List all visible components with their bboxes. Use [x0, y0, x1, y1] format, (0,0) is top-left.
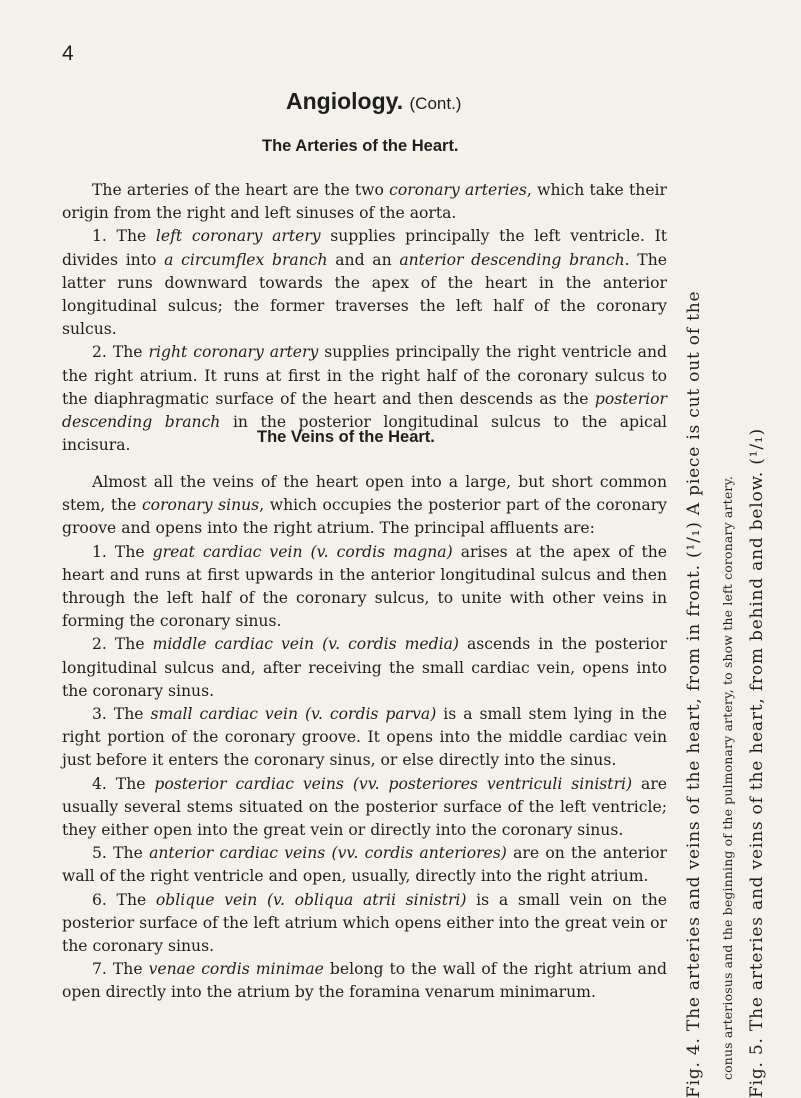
fig4-caption-line1: Fig. 4. The arteries and veins of the heart, from in front. (¹/₁) A piece is cut out of the [684, 290, 704, 1098]
veins-intro: Almost all the veins of the heart open into a large, but short common stem, the coronary sinus, which occupies the posterior part of the coronary groove and opens into the right atrium. The principal affluents are: [62, 473, 667, 538]
arteries-heading: The Arteries of the Heart. [262, 137, 459, 155]
veins-heading: The Veins of the Heart. [257, 428, 435, 446]
fig5-caption: Fig. 5. The arteries and veins of the heart, from behind and below. (¹/₁) [747, 428, 767, 1098]
veins-section [62, 471, 667, 1005]
veins-item-6: 6. The oblique vein (v. obliqua atrii sinistri) is a small vein on the posterior surface of the left atrium which opens either into the great vein or the coronary sinus. [62, 890, 667, 956]
arteries-item-1: 1. The left coronary artery supplies principally the left ventricle. It divides into a circumflex branch and an anterior descending branch. The latter runs downward towards the apex of the heart in the anterior longitudinal sulcus; the former traverses the left half of the coronary sulcus. [62, 227, 668, 339]
veins-item-1: 1. The great cardiac vein (v. cordis magna) arises at the apex of the heart and runs at first upwards in the anterior longitudinal sulcus and then through the left half of the coronary sulcus, to unite with other veins in forming the coronary sinus. [62, 542, 667, 631]
page-title-text: Angiology. [286, 88, 404, 114]
veins-item-3: 3. The small cardiac vein (v. cordis parva) is a small stem lying in the right portion of the coronary groove. It opens into the middle cardiac vein just before it enters the coronary sinus, or else directly into the sinus. [62, 705, 668, 770]
veins-item-2: 2. The middle cardiac vein (v. cordis media) ascends in the posterior longitudinal sulcus and, after receiving the small cardiac vein, opens into the coronary sinus. [62, 635, 668, 700]
veins-item-7: 7. The venae cordis minimae belong to the wall of the right atrium and open directly into the atrium by the foramina venarum minimarum. [62, 960, 667, 1002]
arteries-section [62, 179, 667, 457]
veins-item-4: 4. The posterior cardiac veins (vv. posteriores ventriculi sinistri) are usually several stems situated on the posterior surface of the left ventricle; they either open into the great vein or directly into the coronary sinus. [62, 774, 668, 840]
fig4-caption-line2: conus arteriosus and the beginning of the pulmonary artery, to show the left coronary artery. [720, 475, 735, 1080]
arteries-item-2: 2. The right coronary artery supplies principally the right ventricle and the right atrium. It runs at first in the right half of the coronary sulcus to the diaphragmatic surface of the heart and then descends as the posterior descending branch in the posterior longitudinal sulcus to the apical incisura. [62, 343, 668, 455]
page-title [286, 88, 461, 115]
page-number: 4 [62, 42, 74, 65]
page-title-cont: (Cont.) [409, 94, 462, 113]
arteries-intro: The arteries of the heart are the two coronary arteries, which take their origin from the right and left sinuses of the aorta. [62, 181, 667, 223]
veins-item-5: 5. The anterior cardiac veins (vv. cordis anteriores) are on the anterior wall of the right ventricle and open, usually, directly into the right atrium. [62, 844, 667, 886]
